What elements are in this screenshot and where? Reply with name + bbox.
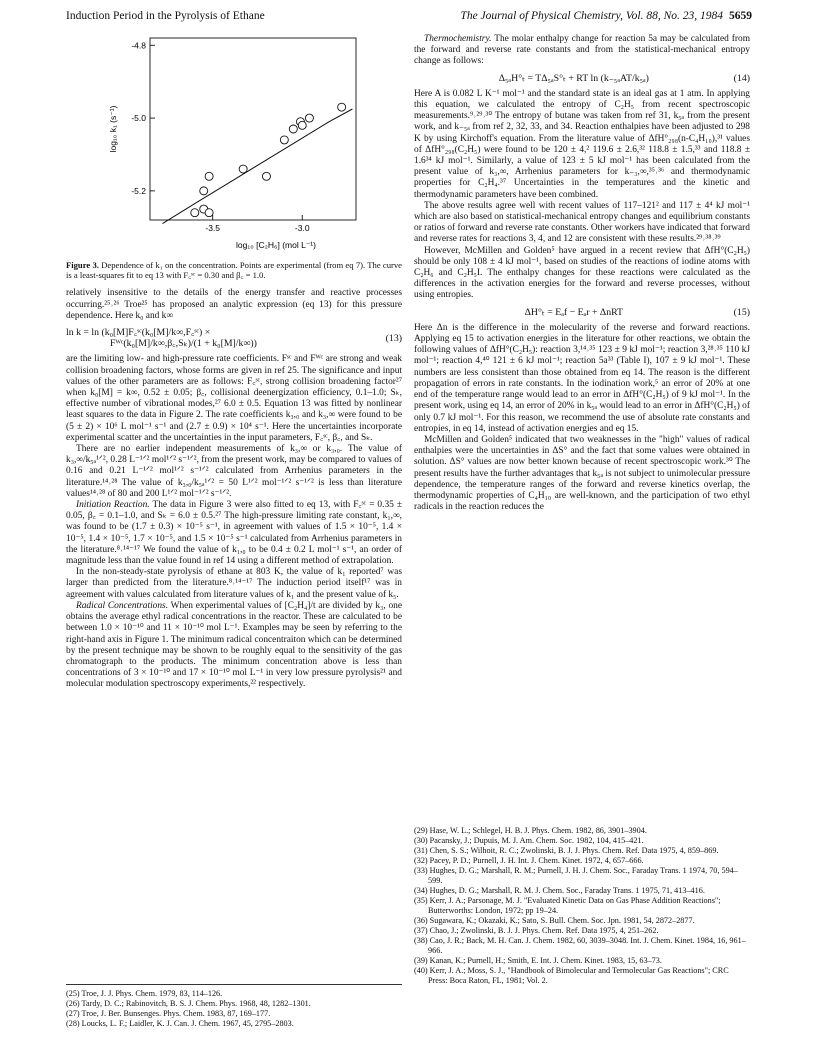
equation-13-line-1: ln k = ln (k₀[M]F꜀ˢᶜ(k₀[M]/k∞,F꜀ˢᶜ) × (66, 327, 211, 339)
chart-marks (163, 103, 353, 223)
paragraph: In the non-steady-state pyrolysis of ethane at 803 K, the value of k₁ reported⁷ was larger than predicted from the literature.⁸˒¹⁴⁻¹⁷ The induction period itself¹⁷ was in agreement with values calculated from literature values of k₁ and the present value of k₅. (66, 567, 402, 600)
equation-13-line-2: Fᵂᶜ(k₀[M]/k∞,β꜀,Sₖ)/(1 + k₀[M]/k∞)) (110, 338, 257, 350)
figure-3 (66, 34, 402, 256)
figure-caption-label: Figure 3. (66, 260, 99, 270)
reference: (26) Tardy, D. C.; Rabinovitch, B. S. J. Chem. Phys. 1968, 48, 1282–1301. (66, 999, 311, 1008)
equation-15-body: ΔH°ₜ = Eₐf − Eₐr + ΔnRT (524, 306, 624, 318)
plot-frame (150, 38, 356, 220)
figure-3-chart (66, 34, 402, 256)
right-references (414, 826, 750, 986)
paragraph (66, 601, 402, 691)
x-tick-label: -3.0 (294, 223, 310, 233)
reference: (40) Kerr, J. A.; Moss, S. J., "Handbook of Bimolecular and Termolecular Gas Reactions"; CRC Press: Boca Raton, FL, 1981; Vol. 2. (414, 966, 729, 985)
reference: (29) Hase, W. L.; Schlegel, H. B. J. Phys. Chem. 1982, 86, 3901–3904. (414, 826, 647, 835)
y-tick-label: -5.2 (131, 185, 146, 196)
reference: (39) Kanan, K.; Purnell, H.; Smith, E. Int. J. Chem. Kinet. 1983, 15, 63–73. (414, 956, 662, 965)
x-tick-label: -3.5 (205, 223, 221, 233)
equation-number: (15) (733, 306, 750, 318)
data-point (239, 165, 247, 173)
paragraph: However, McMillen and Golden⁵ have argued in a recent review that ΔfH°(C₂H₅) should be only 108 ± 4 kJ mol⁻¹, based on studies of the reactions of iodine atoms with C₂H₆ and C₂H₅I. The enthalpy changes for these reactions were calculated as the differences in the activation energies for the forward and reverse processes, without using entropies. (414, 245, 750, 301)
paragraph: Here A is 0.082 L K⁻¹ mol⁻¹ and the standard state is an ideal gas at 1 atm. In applying this equation, we calculated the entropy of C₂H₅ from recent spectroscopic measurements.⁹˒²⁹˒³⁰ The entropy of butane was taken from ref 31, k₅ₐ from the present work, and k₋₅ₐ from ref 2, 32, 33, and 34. Reaction enthalpies have been adjusted to 298 K by using Kirchoff's equation. From the literature value of ΔfH°₂₉₈(n-C₄H₁₀),³¹ values of ΔfH°₂₉₈(C₂H₅) were found to be 120 ± 4,² 119.6 ± 2.6,³² 118.8 ± 1.5,³³ and 118.8 ± 1.6³⁴ kJ mol⁻¹. Similarly, a value of 123 ± 5 kJ mol⁻¹ has been calculated from the present value of k₃,∞, Arrhenius parameters for k₋₃,∞,³⁵˒³⁶ and thermodynamic properties for C₂H₄.³⁷ Uncertainties in the temperatures and the kinetic and thermodynamic parameters have been combined. (414, 88, 750, 200)
y-axis-label: log₁₀ k₁ (s⁻¹) (108, 105, 118, 153)
paragraph-text: The molar enthalpy change for reaction 5a may be calculated from the forward and reverse rate constants and from the statistical-mechanical entropy change as follows: (414, 34, 750, 67)
fit-curve (163, 109, 353, 224)
paragraph-text: When experimental values of [C₂H₄]/t are divided by k₃, one obtains the average ethyl radical concentrations in the reactor. These are calculated to be between 1.0 × 10⁻¹⁰ and 11 × 10⁻¹⁰ mol L⁻¹. Examples may be seen by referring to the right-hand axis in Figure 1. The minimum radical concentraiton which can be determined by the present technique may be shown to be roughly equal to the sensitivity of the gas chromatograph to the products. The minimum concentration above is less than concentrations of 3 × 10⁻¹⁰ and 17 × 10⁻¹⁰ mol L⁻¹ in very low pressure pyrolysis²¹ and molecular modulation spectroscopy experiments,²² respectively. (66, 600, 402, 690)
paragraph: McMillen and Golden⁵ indicated that two weaknesses in the "high" values of radical enthalpies were the uncertainties in ΔS° and the fact that some values were obtained in solution. ΔS° values are now better known because of recent spectroscopic work.³⁰ The present results have the further advantages that k₅ₐ is not subject to unimolecular pressure dependence, the temperature ranges of the forward and reverse kinetics overlap, the thermodynamic properties of C₄H₁₀ are well-known, and the participation of two ethyl radicals in the reaction reduces the (414, 434, 750, 513)
paragraph: relatively insensitive to the details of the energy transfer and reactive processes occurring.²⁵˒²⁶ Troe²⁵ has proposed an analytic expression (eq 13) for this pressure dependence. Here k₀ and k∞ (66, 288, 402, 321)
paragraph-text: The data in Figure 3 were also fitted to eq 13, with F꜀ˢᶜ = 0.35 ± 0.05, β꜀ = 0.1–1.0, and Sₖ = 6.0 ± 0.5.²⁷ The high-pressure limiting rate constant, k₁,∞, was found to be (1.7 ± 0.3) × 10⁻⁵ s⁻¹, in agreement with values of 1.5 × 10⁻⁵, 1.4 × 10⁻⁵, 1.4 × 10⁻⁵, 1.7 × 10⁻⁵, and 1.5 × 10⁻⁵ s⁻¹ calculated from Arrhenius parameters in the literature.⁸˒¹⁴⁻¹⁷ We found the value of k₁,₀ to be 0.4 ± 0.2 L mol⁻¹ s⁻¹, an order of magnitude less than the value found in ref 14 using a different method of extrapolation. (66, 500, 403, 567)
data-point (205, 209, 213, 217)
data-point (338, 103, 346, 111)
data-point (305, 114, 313, 122)
figure-caption-text: Dependence of k₁ on the concentration. Points are experimental (from eq 7). The curve is a least-squares fit to eq 13 with F꜀ˢᶜ = 0.30 and β꜀ = 1.0. (66, 260, 403, 281)
x-axis-label: log₁₀ [C₂H₆] (mol L⁻¹) (236, 240, 316, 250)
equation-13 (66, 327, 402, 349)
right-column (414, 34, 750, 513)
page-number: 5659 (729, 10, 752, 22)
section-heading: Initiation Reaction. (76, 500, 150, 511)
paragraph: There are no earlier independent measurements of k₃,∞ or k₃,₀. The value of k₃,∞/k₅ₐ¹ᐟ², 0.28 L⁻¹ᐟ² mol¹ᐟ² s⁻¹ᐟ², from the present work, may be compared to values of 0.16 and 0.21 L⁻¹ᐟ² mol¹ᐟ² s⁻¹ᐟ² calculated from Arrhenius parameters in the literature.¹⁴˒²⁸ The value of k₃,₀/k₅ₐ¹ᐟ² = 50 L¹ᐟ² mol⁻¹ᐟ² s⁻¹ᐟ² is less than literature values¹⁴˒²⁸ of 80 and 200 L¹ᐟ² mol⁻¹ᐟ² s⁻¹ᐟ². (66, 444, 402, 499)
paragraph (66, 500, 402, 567)
data-point (289, 125, 297, 133)
figure-caption (66, 260, 402, 280)
data-point (280, 136, 288, 144)
paragraph: Here Δn is the difference in the molecularity of the reverse and forward reactions. Applying eq 15 to activation energies in the literature for other reactions, we obtain the following values of ΔfH°(C₂H₅): reaction 3,¹⁴˒³⁵ 123 ± 9 kJ mol⁻¹; reaction 3,²⁸˒³⁵ 110 kJ mol⁻¹; reaction 4,⁴⁰ 121 ± 6 kJ mol⁻¹; reaction 5a³³ (Table I), 107 ± 9 kJ mol⁻¹. These numbers are less consistent than those obtained from eq 14. The reason is the different propagation of errors in rate constants. In the iodination work,⁵ an error of 20% at one end of the temperature range would lead to an error in ΔfH°(C₂H₅) of 9 kJ mol⁻¹. In the present work, using eq 14, an error of 20% in k₅ₐ would lead to an error in ΔfH°(C₂H₅) of only 0.7 kJ mol⁻¹. For this reason, we recommend the use of absolute rate constants and entropies, in eq 14, instead of activation energies and eq 15. (414, 322, 750, 434)
reference: (31) Chen, S. S.; Wilhoit, R. C.; Zwolinski, B. J. J. Phys. Chem. Ref. Data 1975, 4, 859–869. (414, 846, 719, 855)
equation-15 (414, 307, 750, 318)
section-heading: Thermochemistry. (424, 34, 492, 44)
reference: (25) Troe, J. J. Phys. Chem. 1979, 83, 114–126. (66, 989, 223, 998)
y-tick-label: -4.8 (131, 40, 146, 51)
reference: (36) Sugawara, K.; Okazaki, K.; Sato, S. Bull. Chem. Soc. Jpn. 1981, 54, 2872–2877. (414, 916, 695, 925)
equation-14 (414, 73, 750, 84)
reference: (37) Chao, J.; Zwolinski, B. J. J. Phys. Chem. Ref. Data 1975, 4, 251–262. (414, 926, 659, 935)
equation-number: (14) (733, 72, 750, 84)
journal-name: The Journal of Physical Chemistry, Vol. 88, No. 23, 1984 (460, 10, 723, 22)
reference: (35) Kerr, J. A.; Parsonage, M. J. "Evaluated Kinetic Data on Gas Phase Addition Reactions"; Butterworths: London, 1972; pp 19–24. (414, 896, 721, 915)
left-column (66, 34, 402, 691)
footnote-rule (66, 984, 402, 985)
left-references (66, 984, 402, 1029)
equation-number: (13) (385, 332, 402, 344)
data-point (298, 121, 306, 129)
y-tick-label: -5.0 (131, 113, 146, 124)
paragraph (414, 34, 750, 68)
equation-14-body: Δ₅ₐH°ₜ = TΔ₅ₐS°ₜ + RT ln (k₋₅ₐAT/k₅ₐ) (498, 72, 649, 84)
paragraph: are the limiting low- and high-pressure rate coefficients. Fˢᶜ and Fᵂᶜ are strong and weak collision broadening factors, whose forms are given in ref 25. The significance and input values of the other parameters are as follows: F꜀ˢᶜ, strong collision broadening factor²⁷ when k₀[M] = k∞, 0.52 ± 0.05; β꜀, collisional deenergization efficiency, 0.1–1.0; Sₖ, effective number of vibrational modes,²⁷ 6.0 ± 0.5. Equation 13 was fitted by nonlinear least squares to the data in Figure 2. The rate coefficients k₃,₀ and k₃,∞ were found to be (5 ± 2) × 10⁶ L mol⁻¹ s⁻¹ and (2.7 ± 0.9) × 10⁴ s⁻¹. Here the uncertainties incorporate experimental scatter and the uncertainties in the input parameters, F꜀ˢᶜ, β꜀, and Sₖ. (66, 354, 402, 443)
reference: (32) Pacey, P. D.; Purnell, J. H. Int. J. Chem. Kinet. 1972, 4, 657–666. (414, 856, 644, 865)
reference: (34) Hughes, D. G.; Marshall, R. M. J. Chem. Soc., Faraday Trans. 1 1975, 71, 413–416. (414, 886, 705, 895)
data-point (191, 209, 199, 217)
reference: (38) Cao, J. R.; Back, M. H. Can. J. Chem. 1982, 60, 3039–3048. Int. J. Chem. Kinet. 1984, 16, 961–966. (414, 936, 746, 955)
running-head: Induction Period in the Pyrolysis of Ethane (66, 10, 265, 22)
reference: (33) Hughes, D. G.; Marshall, R. M.; Purnell, J. H. J. Chem. Soc., Faraday Trans. 1 1974, 70, 594–599. (414, 866, 738, 885)
paragraph: The above results agree well with recent values of 117–121² and 117 ± 4⁴ kJ mol⁻¹ which are also based on statistical-mechanical entropy changes and equilibrium constants or ratios of forward and reverse rate constants. Other workers have indicated that forward and reverse rates for reactions 3, 4, and 12 are consistent with these results.²⁹˒³⁸˒³⁹ (414, 200, 750, 245)
data-point (200, 187, 208, 195)
reference: (30) Pacansky, J.; Dupuis, M. J. Am. Chem. Soc. 1982, 104, 415–421. (414, 836, 644, 845)
data-point (205, 172, 213, 180)
section-heading: Radical Concentrations. (76, 600, 169, 611)
data-point (262, 172, 270, 180)
reference: (28) Loucks, L. F.; Laidler, K. J. Can. J. Chem. 1967, 45, 2795–2803. (66, 1019, 294, 1028)
reference: (27) Troe, J. Ber. Bunsenges. Phys. Chem. 1983, 87, 169–177. (66, 1009, 271, 1018)
journal-citation (460, 10, 752, 22)
